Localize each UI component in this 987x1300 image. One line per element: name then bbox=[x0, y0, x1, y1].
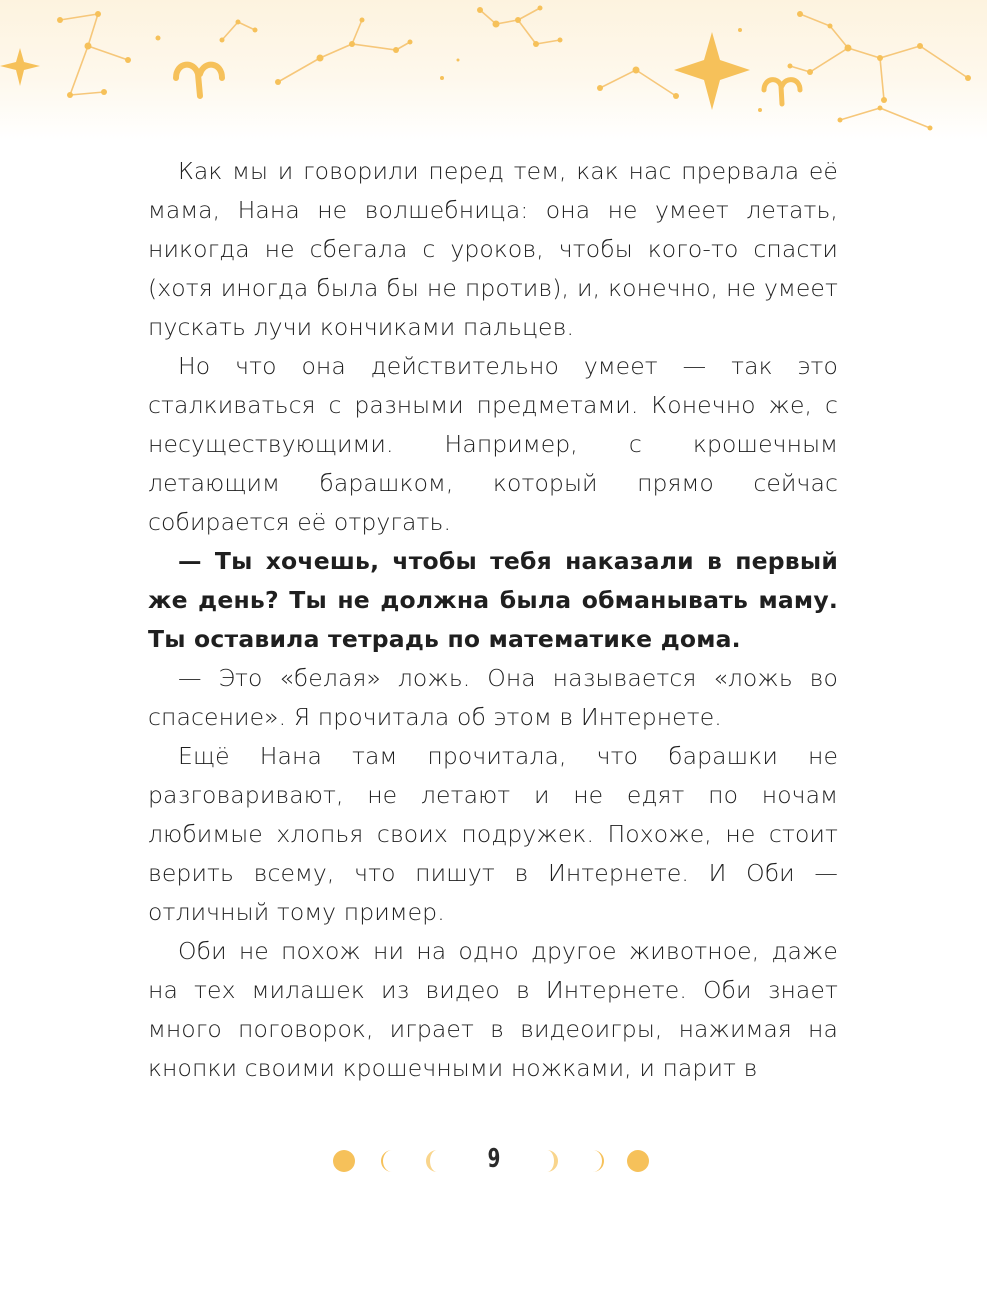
crescent-moon-icon bbox=[426, 1150, 437, 1172]
full-moon-icon bbox=[333, 1150, 355, 1172]
page-footer bbox=[0, 1140, 987, 1184]
constellation-icon bbox=[0, 0, 987, 140]
star-icon bbox=[0, 48, 40, 86]
waning-moon-icon bbox=[381, 1150, 392, 1172]
paragraph: Как мы и говорили перед тем, как нас прервала её мама, Нана не волшебница: она не умеет летать, никогда не сбегала с уроков, чтобы кого-то спасти (хотя иногда была бы не против), и, конечно, не умеет пускать лучи кончиками пальцев. bbox=[148, 157, 838, 341]
aries-sign-icon bbox=[764, 80, 800, 104]
waning-moon-icon bbox=[593, 1150, 604, 1172]
paragraph: Но что она действительно умеет — так это сталкиваться с разными предметами. Конечно же, с несуществующими. Например, с крошечным летающим барашком, который прямо сейчас собирается её отругать. bbox=[148, 352, 838, 536]
paragraph: Ещё Нана там прочитала, что барашки не разговаривают, не летают и не едят по ночам любимые хлопья своих подружек. Похоже, не стоит верить всему, что пишут в Интернете. И Оби — отличный тому пример. bbox=[148, 742, 838, 926]
crescent-moon-icon bbox=[547, 1150, 558, 1172]
dialogue-paragraph: — Ты хочешь, чтобы тебя наказали в первый же день? Ты не должна была обманывать маму. Ты оставила тетрадь по математике дома. bbox=[148, 547, 838, 653]
full-moon-icon bbox=[627, 1150, 649, 1172]
aries-sign-icon bbox=[176, 65, 222, 96]
header-decoration bbox=[0, 0, 987, 140]
page-number: 9 bbox=[487, 1144, 501, 1174]
paragraph: Оби не похож ни на одно другое животное, даже на тех милашек из видео в Интернете. Оби знает много поговорок, играет в видеоигры, нажимая на кнопки своими крошечными ножками, и парит в bbox=[148, 937, 838, 1082]
dialogue-paragraph: — Это «белая» ложь. Она называется «ложь во спасение». Я прочитала об этом в Интернете. bbox=[148, 664, 838, 731]
star-icon bbox=[674, 32, 750, 110]
body-text bbox=[148, 152, 838, 1088]
